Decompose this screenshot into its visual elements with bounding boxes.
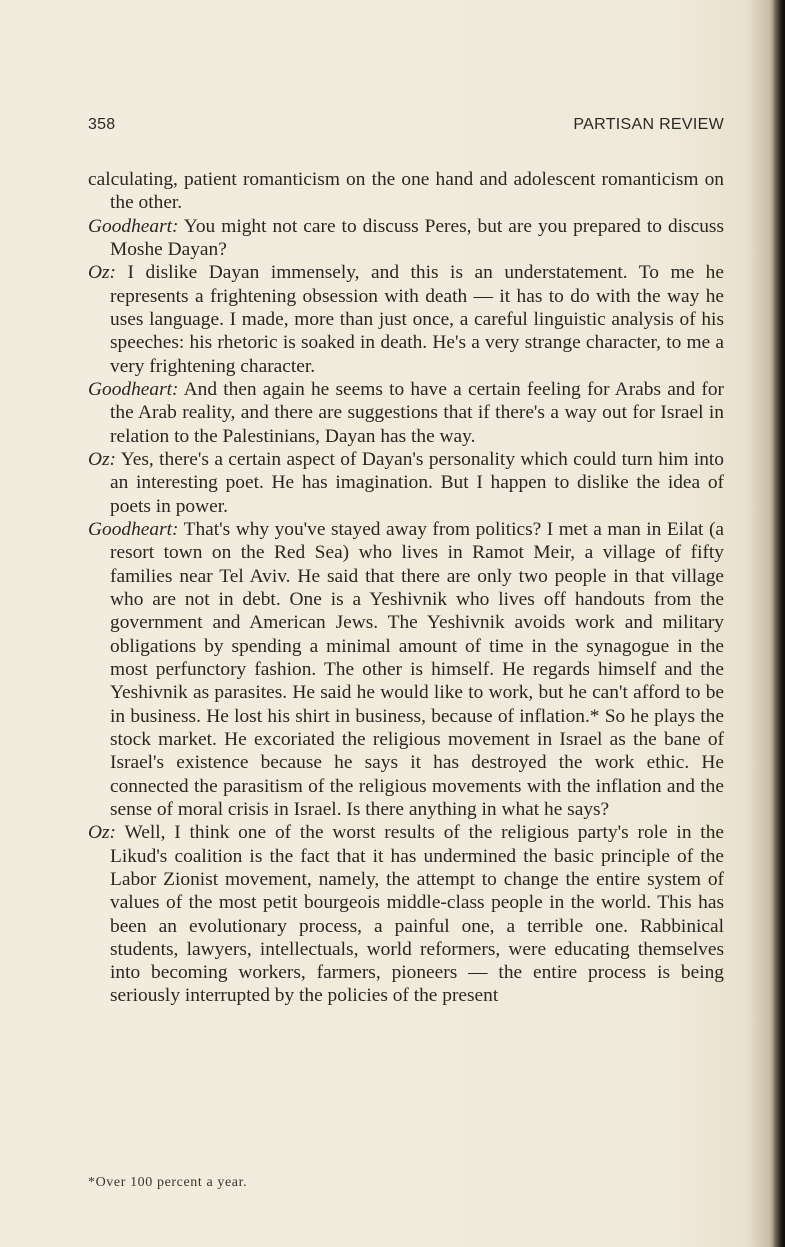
speaker-label: Oz: xyxy=(88,262,117,284)
paragraph-text: Yes, there's a certain aspect of Dayan's personality which could turn him into an interesting poet. He has imagination. But I happen to dislike the idea of poets in power. xyxy=(110,448,724,517)
interview-text xyxy=(88,168,724,1008)
page-number: 358 xyxy=(88,116,116,133)
paragraph-oz xyxy=(88,821,724,1008)
speaker-label: Goodheart: xyxy=(88,378,179,400)
footnote: *Over 100 percent a year. xyxy=(88,1175,248,1190)
speaker-label: Oz: xyxy=(88,448,117,470)
speaker-label: Goodheart: xyxy=(88,215,179,237)
book-spine-shadow xyxy=(773,0,785,1247)
paragraph-goodheart xyxy=(88,215,724,262)
paragraph-oz xyxy=(88,261,724,378)
paragraph-text: Well, I think one of the worst results of the religious party's role in the Likud's coalition is the fact that it has undermined the basic principle of the Labor Zionist movement, namely, the attempt to change the entire system of values of the most petit bourgeois middle-class people in the world. This has been an evolutionary process, a painful one, a terrible one. Rabbinical students, lawyers, intellectuals, world reformers, were educating themselves into becoming workers, farmers, pioneers — the entire process is being seriously interrupted by the policies of the present xyxy=(110,822,724,1007)
journal-title: PARTISAN REVIEW xyxy=(573,116,724,133)
speaker-label: Goodheart: xyxy=(88,518,179,540)
paragraph-oz xyxy=(88,448,724,518)
paragraph-goodheart xyxy=(88,378,724,448)
paragraph-goodheart xyxy=(88,518,724,821)
paragraph-continuation xyxy=(88,168,724,215)
paragraph-text: I dislike Dayan immensely, and this is an understatement. To me he represents a frightening obsession with death — it has to do with the way he uses language. I made, more than just once, a careful linguistic analysis of his speeches: his rhetoric is soaked in death. He's a very strange character, to me a very frightening character. xyxy=(110,262,724,377)
running-head xyxy=(88,116,724,136)
paragraph-text: You might not care to discuss Peres, but are you prepared to discuss Moshe Dayan? xyxy=(110,215,724,260)
paragraph-text: That's why you've stayed away from politics? I met a man in Eilat (a resort town on the Red Sea) who lives in Ramot Meir, a village of fifty families near Tel Aviv. He said that there are only two people in that village who are not in debt. One is a Yeshivnik who lives off handouts from the government and American Jews. The Yeshivnik avoids work and military obligations by spending a minimal amount of time in the synagogue in the most perfunctory fashion. The other is himself. He regards himself and the Yeshivnik as parasites. He said he would like to work, but he can't afford to be in business. He lost his shirt in business, because of inflation.* So he plays the stock market. He excoriated the religious movement in Israel as the bane of Israel's existence because he says it has destroyed the work ethic. He connected the parasitism of the religious movements with the inflation and the sense of moral crisis in Israel. Is there anything in what he says? xyxy=(110,518,725,820)
speaker-label: Oz: xyxy=(88,822,117,844)
paragraph-text: calculating, patient romanticism on the one hand and adolescent romanticism on the other. xyxy=(88,169,724,214)
paragraph-text: And then again he seems to have a certain feeling for Arabs and for the Arab reality, and there are suggestions that if there's a way out for Israel in relation to the Palestinians, Dayan has the way. xyxy=(110,378,725,447)
